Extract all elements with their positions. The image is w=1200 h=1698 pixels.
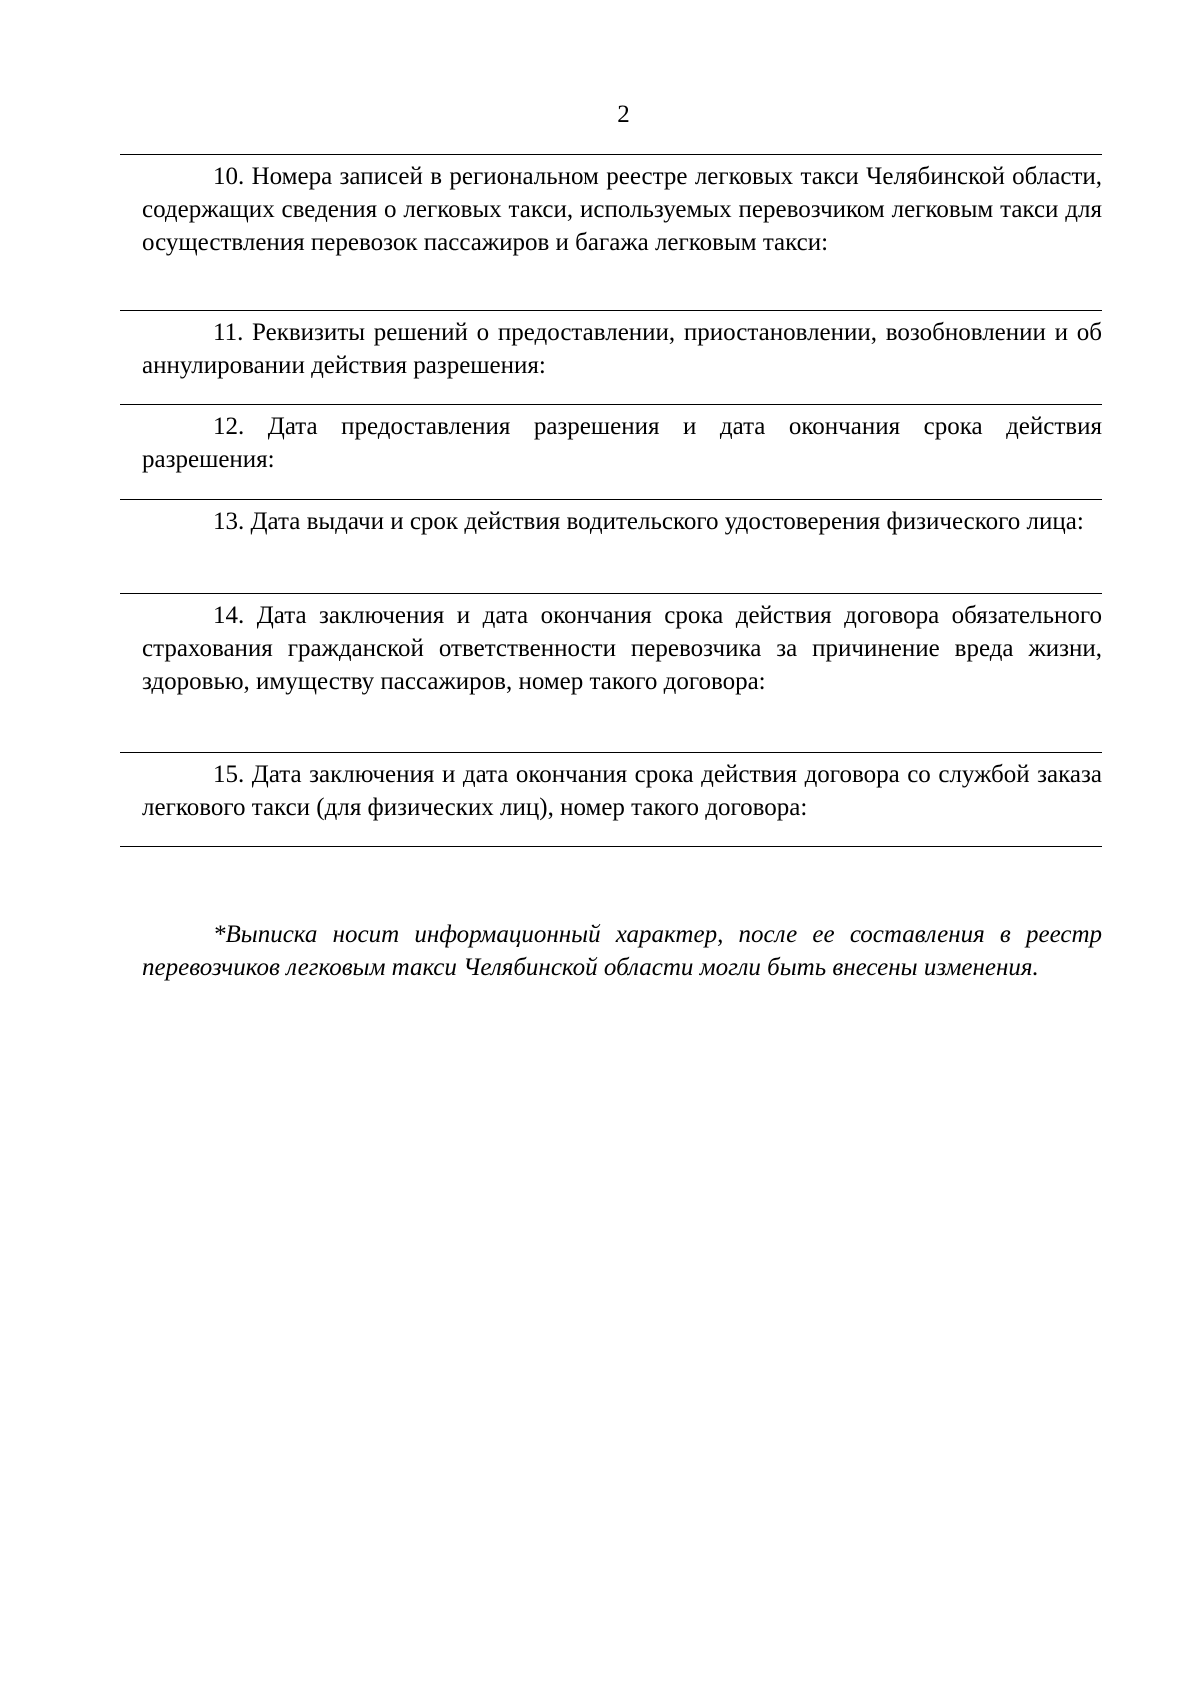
field-underline — [120, 846, 1102, 847]
page-number: 2 — [617, 101, 630, 128]
field-15-dispatch-service-contract — [120, 753, 1102, 846]
field-12-label: 12. Дата предоставления разрешения и дата окончания срока действия разрешения: — [142, 413, 1102, 473]
field-15-label: 15. Дата заключения и дата окончания срока действия договора со службой заказа легкового такси (для физических лиц), номер такого договора: — [142, 761, 1102, 821]
field-14-insurance-contract — [120, 594, 1102, 752]
extract-fields — [120, 154, 1102, 847]
field-10-registry-record-numbers — [120, 155, 1102, 310]
field-13-label: 13. Дата выдачи и срок действия водительского удостоверения физического лица: — [213, 508, 1084, 535]
disclaimer-note: *Выписка носит информационный характер, после ее составления в реестр перевозчиков легковым такси Челябинской области могли быть внесены изменения. — [142, 921, 1102, 981]
field-13-driver-license — [120, 500, 1102, 593]
field-12-permit-dates — [120, 405, 1102, 499]
field-11-label: 11. Реквизиты решений о предоставлении, приостановлении, возобновлении и об аннулировании действия разрешения: — [142, 319, 1102, 379]
field-14-label: 14. Дата заключения и дата окончания срока действия договора обязательного страхования гражданской ответственности перевозчика за причинение вреда жизни, здоровью, имуществу пассажиров, номер такого договора: — [142, 602, 1102, 695]
field-11-decision-details — [120, 311, 1102, 404]
field-10-label: 10. Номера записей в региональном реестре легковых такси Челябинской области, содержащих сведения о легковых такси, используемых перевозчиком легковым такси для осуществления перевозок пассажиров и багажа легковым такси: — [142, 163, 1102, 256]
